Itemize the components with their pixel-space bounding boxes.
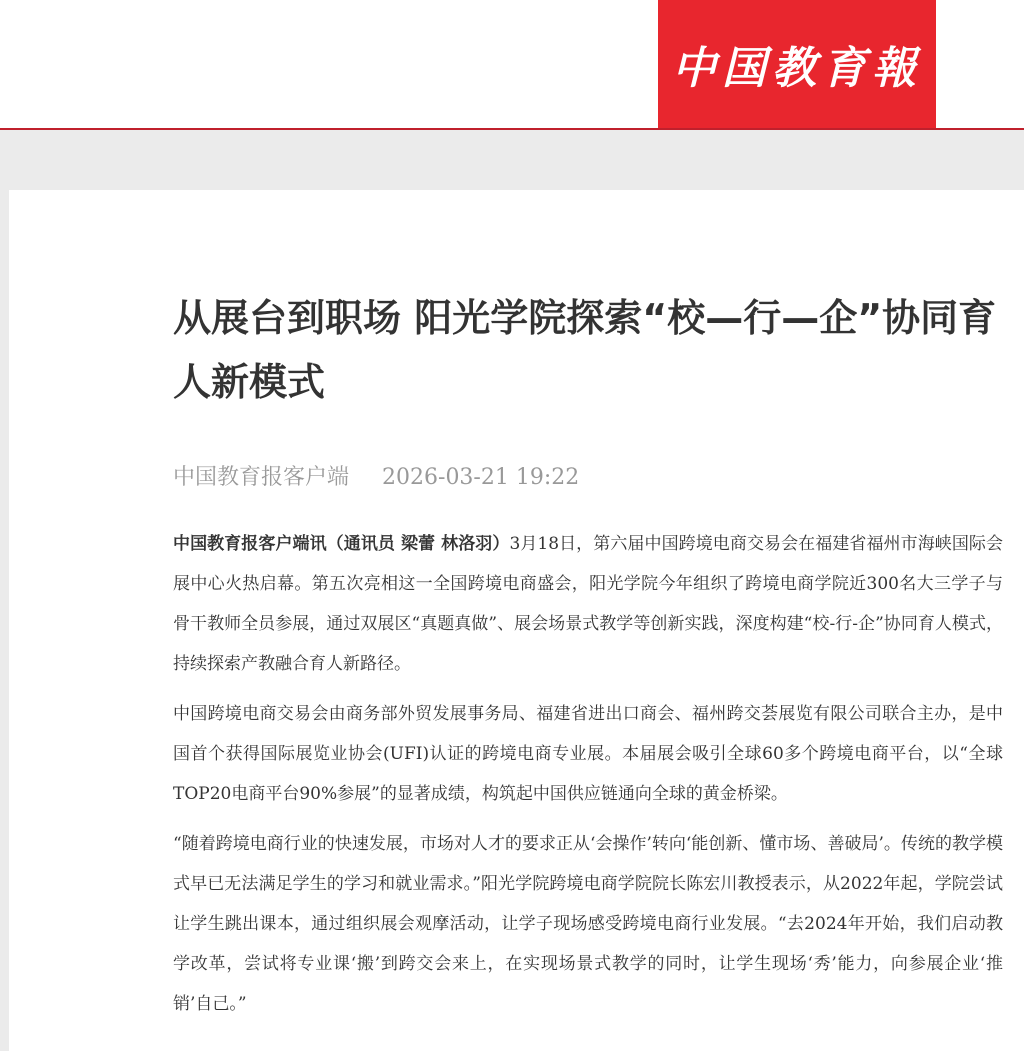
article-meta [173,460,1003,494]
paragraph-text: “随着跨境电商行业的快速发展，市场对人才的要求正从‘会操作’转向‘能创新、懂市场、善破局’。传统的教学模式早已无法满足学生的学习和就业需求。”阳光学院跨境电商学院院长陈宏川教授表示，从2022年起，学院尝试让学生跳出课本，通过组织展会观摩活动，让学子现场感受跨境电商行业发展。“去2024年开始，我们启动教学改革，尝试将专业课‘搬’到跨交会来上，在实现场景式教学的同时，让学生现场‘秀’能力，向参展企业‘推销’自己。” [173,834,1003,1014]
paragraph-lead: 中国教育报客户端讯（通讯员 梁蕾 林洛羽） [173,534,510,554]
article-source[interactable]: 中国教育报客户端 [173,465,350,490]
paragraph-text: 3月18日，第六届中国跨境电商交易会在福建省福州市海峡国际会展中心火热启幕。第五次亮相这一全国跨境电商盛会，阳光学院今年组织了跨境电商学院近300名大三学子与骨干教师全员参展，通过双展区“真题真做”、展会场景式教学等创新实践，深度构建“校-行-企”协同育人模式，持续探索产教融合育人新路径。 [173,534,1004,674]
site-logo[interactable] [658,0,936,128]
article-content [173,286,1003,1034]
paragraph [173,694,1003,814]
article-date: 2026-03-21 19:22 [382,465,580,490]
logo-text: 中国教育報 [672,43,922,94]
paragraph [173,524,1003,684]
paragraph [173,824,1003,1024]
paragraph-text: 中国跨境电商交易会由商务部外贸发展事务局、福建省进出口商会、福州跨交荟展览有限公司联合主办，是中国首个获得国际展览业协会(UFI)认证的跨境电商专业展。本届展会吸引全球60多个跨境电商平台，以“全球TOP20电商平台90%参展”的显著成绩，构筑起中国供应链通向全球的黄金桥梁。 [173,704,1003,804]
site-header [0,0,1024,130]
article-card [9,190,1024,1051]
article-title: 从展台到职场 阳光学院探索“校—行—企”协同育人新模式 [173,296,997,404]
article-body [173,524,1003,1024]
